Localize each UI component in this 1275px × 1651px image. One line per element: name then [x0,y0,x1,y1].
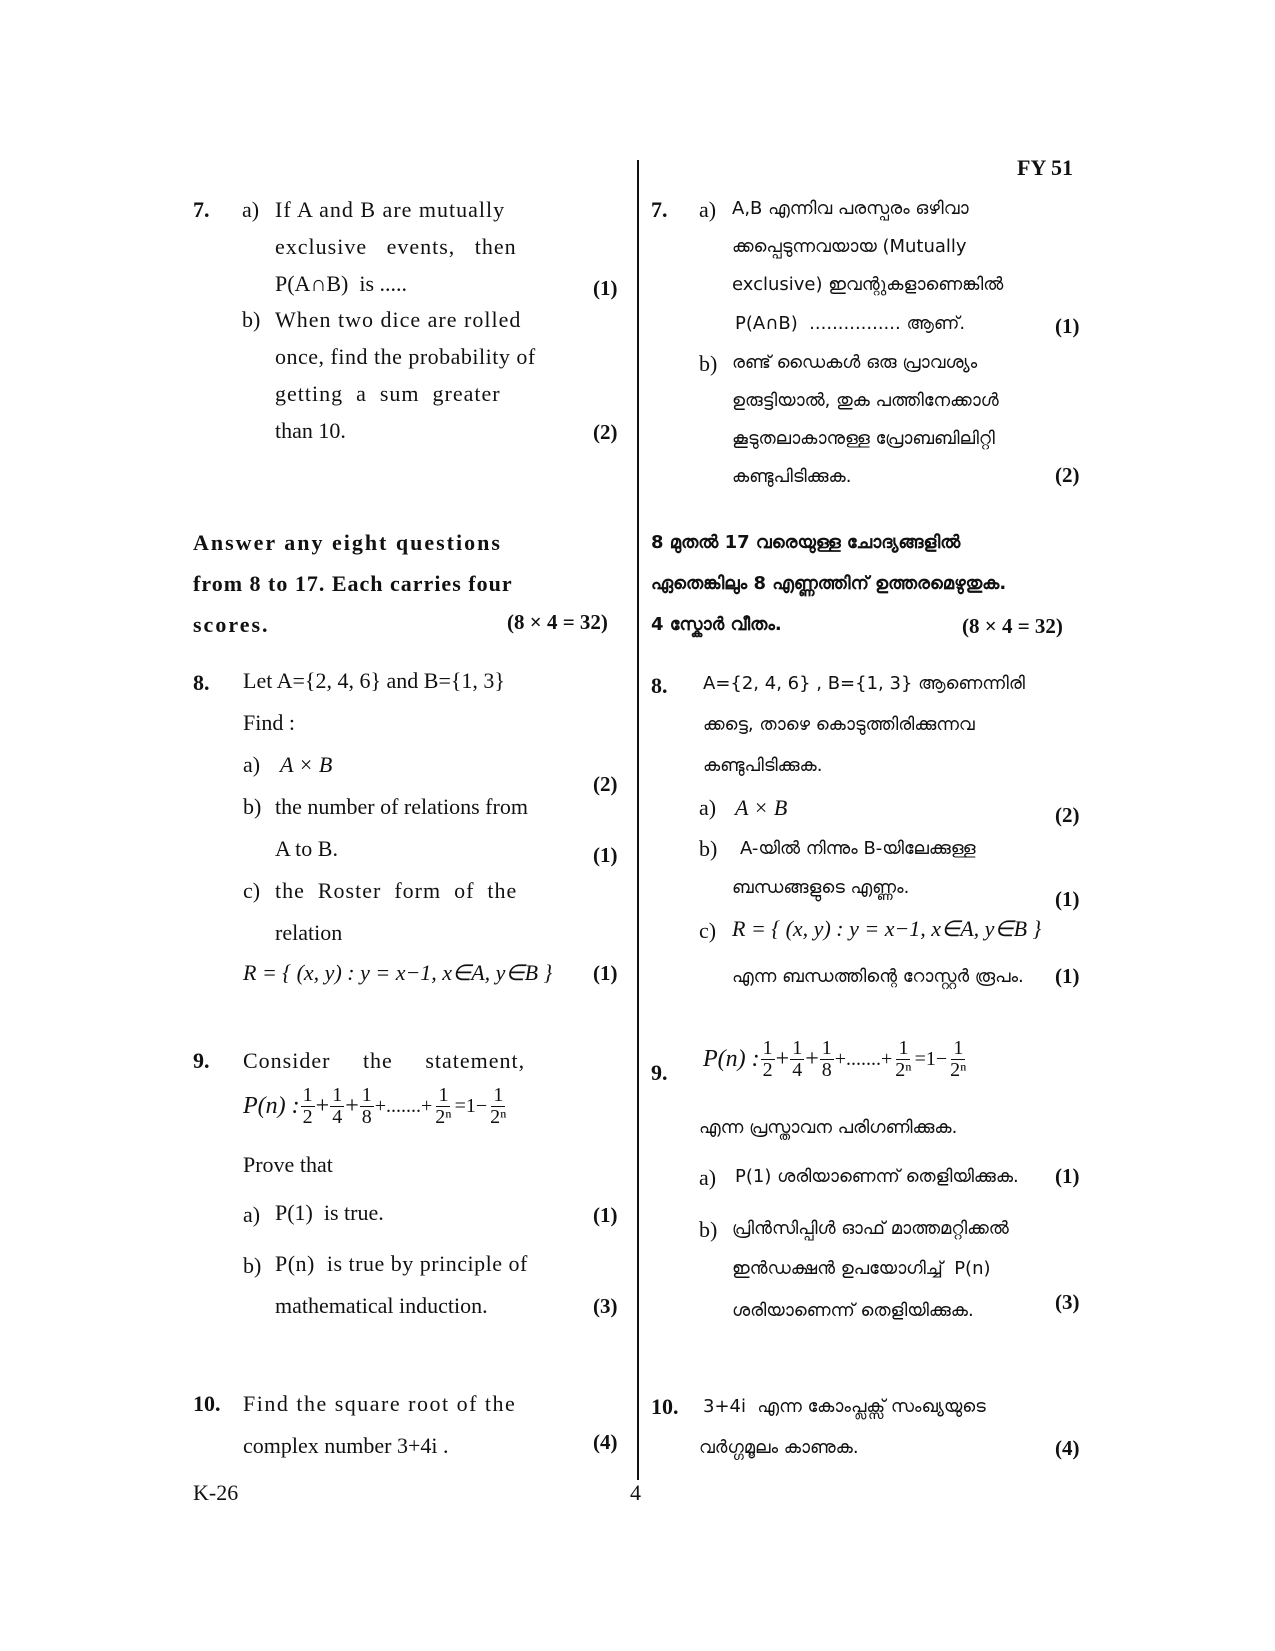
q7b-line3: getting a sum greater [275,381,501,406]
question-number-8: 8. [193,670,210,695]
q9-line1: Consider the statement, [243,1048,526,1073]
ml-q7a-label: a) [699,197,717,222]
ml-q9-pn: P(n) : [703,1046,760,1072]
ml-q9-ellipsis: +.......+ [834,1048,893,1070]
q7b-line2: once, find the probability of [275,344,536,369]
ml-question-number-7: 7. [651,197,668,222]
ml-q8a-label: a) [699,795,717,820]
q8b-line1: the number of relations from [275,794,528,819]
question-number-7: 7. [193,197,210,222]
q8c-score: (1) [593,961,618,985]
q8-line1: Let A={2, 4, 6} and B={1, 3} [243,668,505,693]
ml-q8b-label: b) [699,836,718,861]
q8a-score: (2) [593,772,618,796]
ml-instruction-line1: 8 മുതൽ 17 വരെയുള്ള ചോദ്യങ്ങളിൽ [651,532,961,553]
footer-code: K-26 [193,1480,239,1505]
q7a-line2: exclusive events, then [275,234,517,259]
ml-q8-line2: ക്കട്ടെ, താഴെ കൊടുത്തിരിക്കുന്നവ [703,714,975,735]
ml-q7b-line1: രണ്ട് ഡൈകൾ ഒരു പ്രാവശ്യം [732,352,978,373]
ml-frac-quarter: $\frac{1}{4}$ [792,1037,803,1081]
question-number-10: 10. [193,1391,221,1416]
q10-line2: complex number 3+4i . [243,1433,449,1458]
ml-q8c-relation: R = { (x, y) : y = x−1, x∈A, y∈B } [732,916,1042,941]
q8a-text: A × B [280,752,333,777]
q7b-score: (2) [593,420,618,444]
ml-q8a-score: (2) [1055,803,1080,827]
ml-q10-line2: വർഗ്ഗമൂലം കാണുക. [699,1437,859,1458]
ml-q9-line2: എന്ന പ്രസ്താവന പരിഗണിക്കുക. [699,1117,958,1138]
page-number: 4 [630,1480,641,1505]
q10-score: (4) [593,1430,618,1454]
q9b-line2: mathematical induction. [275,1293,488,1318]
question-number-9: 9. [193,1048,210,1073]
q9-pn: P(n) : [243,1093,300,1119]
ml-q8b-line2: ബന്ധങ്ങളുടെ എണ്ണം. [732,877,910,898]
q10-line1: Find the square root of the [243,1391,517,1416]
paper-code: FY 51 [1017,155,1074,180]
ml-instruction-line3: 4 സ്കോർ വീതം. [651,614,782,635]
q8b-label: b) [243,794,262,819]
q8b-line2: A to B. [275,836,338,861]
ml-instruction-score: (8 × 4 = 32) [962,614,1063,638]
q7b-label: b) [242,307,261,332]
q7a-line3: P(A∩B) is ..... [275,271,408,296]
q8c-line1: the Roster form of the [275,878,518,903]
instruction-line2: from 8 to 17. Each carries four [193,571,513,596]
ml-q9a-text: P(1) ശരിയാണെന്ന് തെളിയിക്കുക. [735,1166,1019,1187]
ml-q10-line1: 3+4i എന്ന കോംപ്ലക്സ് സംഖ്യയുടെ [703,1396,986,1417]
frac-2n: $\frac{1}{\text{2ⁿ}}$ [435,1084,452,1128]
q9-eq: =1− [454,1095,488,1117]
instruction-score: (8 × 4 = 32) [507,610,608,634]
frac-2n-rhs: $\frac{1}{\text{2ⁿ}}$ [490,1084,507,1128]
instruction-line3: scores. [193,612,270,637]
ml-q9-eq: =1− [914,1048,948,1070]
ml-frac-2n: $\frac{1}{\text{2ⁿ}}$ [895,1037,912,1081]
q7a-score: (1) [593,276,618,300]
q8c-relation: R = { (x, y) : y = x−1, x∈A, y∈B } [243,960,553,985]
q7a-label: a) [242,197,260,222]
q9-prove: Prove that [243,1152,333,1177]
ml-q8a-text: A × B [735,795,788,820]
q8-find: Find : [243,710,295,735]
ml-q9-formula: P(n) : $\frac{1}{2}$ + $\frac{1}{4}$ + $\frac{1}{8}$ +.......+ $\frac{1}{\text{2ⁿ}}$ =1− $\frac{1}{\text{2ⁿ}}$ [703,1037,967,1081]
q9b-label: b) [243,1253,262,1278]
ml-q7a-line3: exclusive) ഇവന്റുകളാണെങ്കിൽ [732,274,1004,295]
ml-q8b-score: (1) [1055,887,1080,911]
ml-q9b-line3: ശരിയാണെന്ന് തെളിയിക്കുക. [732,1300,974,1321]
ml-frac-half: $\frac{1}{2}$ [762,1037,773,1081]
q8b-score: (1) [593,843,618,867]
instruction-line1: Answer any eight questions [193,530,502,555]
ml-q7b-label: b) [699,351,718,376]
ml-question-number-8: 8. [651,673,668,698]
q7a-line1: If A and B are mutually [275,197,506,222]
ml-q7b-line4: കണ്ടുപിടിക്കുക. [732,466,852,487]
q9b-line1: P(n) is true by principle of [275,1251,528,1276]
ml-q9a-score: (1) [1055,1164,1080,1188]
ml-q8-line1: A={2, 4, 6} , B={1, 3} ആണെന്നിരി [703,673,1025,694]
q7b-line4: than 10. [275,418,346,443]
ml-question-number-9: 9. [651,1060,668,1085]
q9a-score: (1) [593,1203,618,1227]
ml-frac-eighth: $\frac{1}{8}$ [821,1037,832,1081]
ml-q8b-line1: A-യിൽ നിന്നും B-യിലേക്കുള്ള [740,838,976,859]
ml-q9b-label: b) [699,1217,718,1242]
q8c-label: c) [243,878,261,903]
ml-q9b-line1: പ്രിൻസിപ്പിൾ ഓഫ് മാത്തമറ്റിക്കൽ [732,1218,1009,1239]
ml-q9b-line2: ഇൻഡക്ഷൻ ഉപയോഗിച്ച് P(n) [732,1258,991,1279]
ml-question-number-10: 10. [651,1394,679,1419]
q7b-line1: When two dice are rolled [275,307,522,332]
q8a-label: a) [243,752,261,777]
q9b-score: (3) [593,1294,618,1318]
ml-q7b-line3: കൂടുതലാകാനുള്ള പ്രോബബിലിറ്റി [732,428,995,449]
ml-q7a-score: (1) [1055,314,1080,338]
ml-q7a-line1: A,B എന്നിവ പരസ്പരം ഒഴിവാ [732,198,969,219]
column-divider [637,160,639,1480]
frac-quarter: $\frac{1}{4}$ [332,1084,343,1128]
ml-q7a-line4: P(A∩B) ................ ആണ്. [735,313,966,334]
ml-q8-line3: കണ്ടുപിടിക്കുക. [703,755,823,776]
frac-half: $\frac{1}{2}$ [302,1084,313,1128]
ml-q7a-line2: ക്കപ്പെടുന്നവയായ (Mutually [732,236,967,257]
ml-q8c-score: (1) [1055,964,1080,988]
ml-q8c-label: c) [699,918,717,943]
ml-q7b-line2: ഉരുട്ടിയാൽ, തുക പത്തിനേക്കാൾ [732,390,999,411]
frac-eighth: $\frac{1}{8}$ [361,1084,372,1128]
q9-formula: P(n) : $\frac{1}{2}$ + $\frac{1}{4}$ + $\frac{1}{8}$ +.......+ $\frac{1}{\text{2ⁿ}}$ =1− $\frac{1}{\text{2ⁿ}}$ [243,1084,507,1128]
ml-frac-2n-rhs: $\frac{1}{\text{2ⁿ}}$ [950,1037,967,1081]
q9-ellipsis: +.......+ [374,1095,433,1117]
ml-q10-score: (4) [1055,1436,1080,1460]
ml-q7b-score: (2) [1055,463,1080,487]
ml-q9b-score: (3) [1055,1290,1080,1314]
q9a-text: P(1) is true. [275,1200,384,1225]
q9a-label: a) [243,1202,261,1227]
ml-q8c-line2: എന്ന ബന്ധത്തിന്റെ റോസ്റ്റർ രൂപം. [732,966,1024,987]
q8c-line2: relation [275,920,343,945]
ml-q9a-label: a) [699,1165,717,1190]
ml-instruction-line2: ഏതെങ്കിലും 8 എണ്ണത്തിന് ഉത്തരമെഴുതുക. [651,573,1007,594]
